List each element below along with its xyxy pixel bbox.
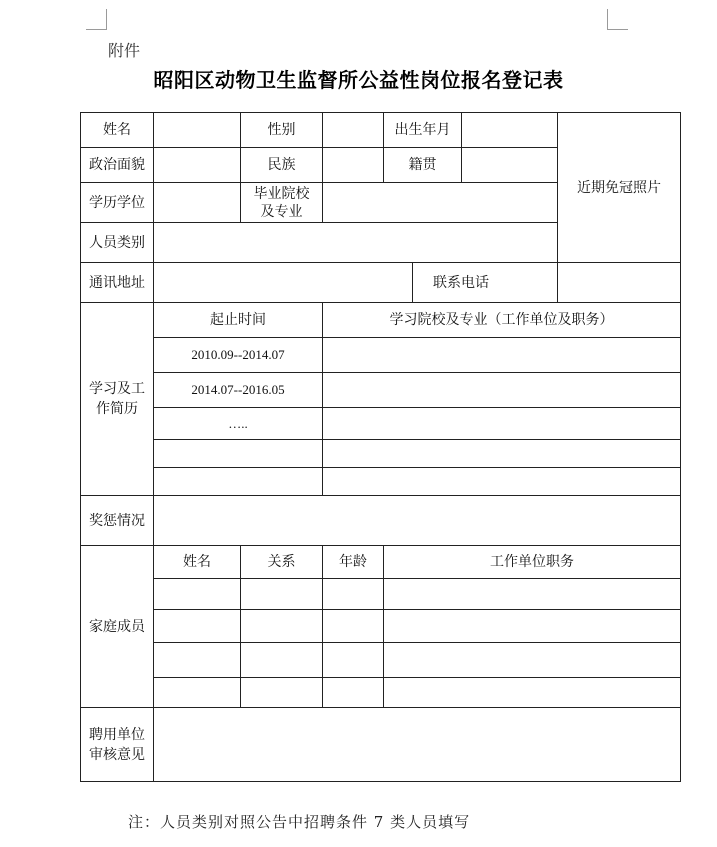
ethnicity-value-cell[interactable]: [323, 148, 384, 183]
family-relation-cell[interactable]: [241, 579, 323, 610]
resume-period-cell[interactable]: 2014.07--2016.05: [154, 373, 323, 408]
family-relation-cell[interactable]: [241, 610, 323, 643]
resume-detail-cell[interactable]: [323, 440, 681, 468]
photo-cell[interactable]: 近期免冠照片: [558, 113, 681, 263]
political-value-cell[interactable]: [154, 148, 241, 183]
review-row: [81, 708, 681, 782]
family-name-cell[interactable]: [154, 643, 241, 678]
family-name-header: 姓名: [154, 546, 241, 579]
crop-mark-top-right: [607, 9, 628, 30]
resume-detail-header: 学习院校及专业（工作单位及职务）: [323, 303, 681, 338]
resume-detail-cell[interactable]: [323, 468, 681, 496]
resume-row: [81, 338, 681, 373]
political-label: 政治面貌: [81, 148, 154, 183]
family-work-cell[interactable]: [384, 579, 681, 610]
resume-detail-cell[interactable]: [323, 373, 681, 408]
family-row: [81, 579, 681, 610]
family-relation-cell[interactable]: [241, 643, 323, 678]
resume-section-cell: [81, 303, 154, 496]
category-value-cell[interactable]: [154, 223, 558, 263]
crop-mark-top-left: [86, 9, 107, 30]
school-label: [241, 183, 323, 223]
row-address: [81, 263, 681, 303]
family-work-header: 工作单位职务: [384, 546, 681, 579]
resume-period-cell[interactable]: [154, 440, 323, 468]
family-row: [81, 610, 681, 643]
resume-row: [81, 440, 681, 468]
rewards-value-cell[interactable]: [154, 496, 681, 546]
resume-section-label: 学习及工作简历: [89, 381, 145, 417]
resume-row: [81, 408, 681, 440]
family-age-cell[interactable]: [323, 643, 384, 678]
birth-label: 出生年月: [384, 113, 462, 148]
gender-value-cell[interactable]: [323, 113, 384, 148]
name-label: 姓名: [81, 113, 154, 148]
native-value-cell[interactable]: [462, 148, 558, 183]
review-value-cell[interactable]: [154, 708, 681, 782]
degree-value-cell[interactable]: [154, 183, 241, 223]
phone-value-cell[interactable]: [558, 263, 681, 303]
resume-detail-cell[interactable]: [323, 338, 681, 373]
footnote: 注：人员类别对照公告中招聘条件 7 类人员填写: [128, 813, 471, 831]
registration-form-table: [80, 112, 681, 782]
birth-value-cell[interactable]: [462, 113, 558, 148]
review-label-cell: [81, 708, 154, 782]
native-label: 籍贯: [384, 148, 462, 183]
resume-row: [81, 468, 681, 496]
gender-label: 性别: [241, 113, 323, 148]
phone-label-text: 联系电话: [433, 274, 489, 291]
family-name-cell[interactable]: [154, 678, 241, 708]
family-work-cell[interactable]: [384, 643, 681, 678]
family-work-cell[interactable]: [384, 678, 681, 708]
rewards-label: 奖惩情况: [81, 496, 154, 546]
category-label: 人员类别: [81, 223, 154, 263]
address-value-cell[interactable]: [154, 263, 413, 303]
resume-row: [81, 373, 681, 408]
name-value-cell[interactable]: [154, 113, 241, 148]
review-label: 聘用单位审核意见: [89, 726, 145, 763]
family-age-header: 年龄: [323, 546, 384, 579]
family-relation-header: 关系: [241, 546, 323, 579]
family-row: [81, 678, 681, 708]
resume-period-cell[interactable]: [154, 468, 323, 496]
address-label: 通讯地址: [81, 263, 154, 303]
family-relation-cell[interactable]: [241, 678, 323, 708]
family-age-cell[interactable]: [323, 610, 384, 643]
resume-header-row: [81, 303, 681, 338]
family-work-cell[interactable]: [384, 610, 681, 643]
rewards-row: [81, 496, 681, 546]
school-label-text: 毕业院校及专业: [253, 185, 310, 220]
resume-period-cell[interactable]: 2010.09--2014.07: [154, 338, 323, 373]
resume-period-header: 起止时间: [154, 303, 323, 338]
family-row: [81, 643, 681, 678]
document-title: 昭阳区动物卫生监督所公益性岗位报名登记表: [153, 68, 564, 92]
family-name-cell[interactable]: [154, 610, 241, 643]
school-value-cell[interactable]: [323, 183, 558, 223]
attachment-label: 附件: [108, 41, 141, 60]
family-header-row: [81, 546, 681, 579]
family-section-label: 家庭成员: [81, 546, 154, 708]
family-age-cell[interactable]: [323, 579, 384, 610]
family-age-cell[interactable]: [323, 678, 384, 708]
resume-period-cell[interactable]: …..: [154, 408, 323, 440]
family-name-cell[interactable]: [154, 579, 241, 610]
phone-label: [413, 263, 558, 303]
degree-label: 学历学位: [81, 183, 154, 223]
row-name: [81, 113, 681, 148]
resume-detail-cell[interactable]: [323, 408, 681, 440]
ethnicity-label: 民族: [241, 148, 323, 183]
